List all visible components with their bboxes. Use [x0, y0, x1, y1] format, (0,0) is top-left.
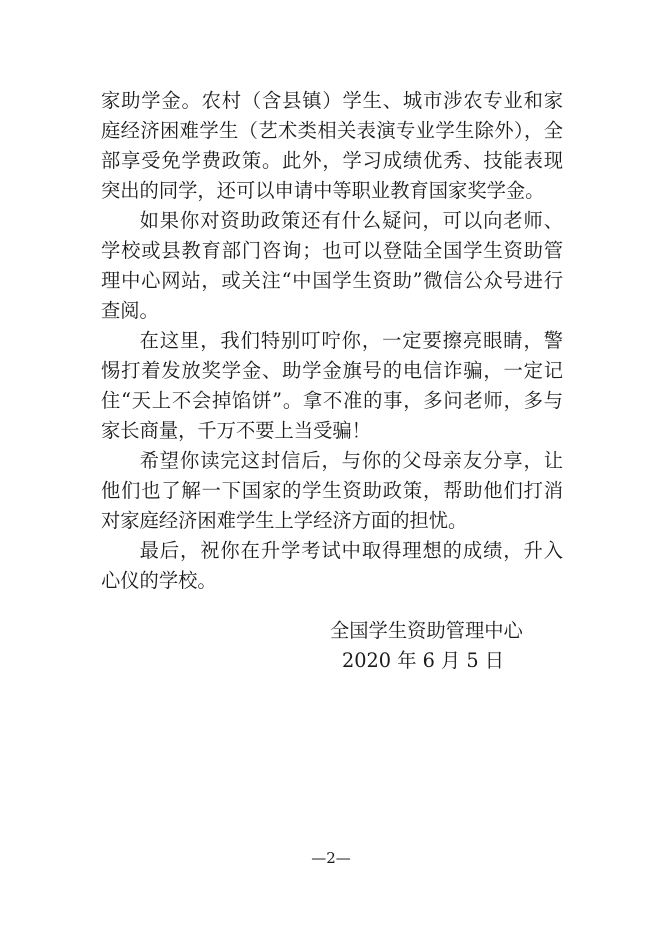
paragraph-continuation: 家助学金。农村（含县镇）学生、城市涉农专业和家庭经济困难学生（艺术类相关表演专业学生除外），全部享受免学费政策。此外，学习成绩优秀、技能表现突出的同学，还可以申请中等职业教育国家奖学金。	[101, 89, 563, 202]
paragraph-inquiry: 如果你对资助政策还有什么疑问，可以向老师、学校或县教育部门咨询；也可以登陆全国学生资助管理中心网站，或关注“中国学生资助”微信公众号进行查阅。	[101, 209, 563, 322]
signature-block	[330, 616, 550, 676]
page-number: —2—	[311, 849, 351, 867]
signature-date: 2020 年 6 月 5 日	[342, 649, 505, 672]
paragraph-share: 希望你读完这封信后，与你的父母亲友分享，让他们也了解一下国家的学生资助政策，帮助他们打消对家庭经济困难学生上学经济方面的担忧。	[101, 449, 563, 532]
paragraph-closing: 最后，祝你在升学考试中取得理想的成绩，升入心仪的学校。	[101, 539, 563, 592]
signature-organization: 全国学生资助管理中心	[330, 619, 523, 642]
paragraph-fraud-warning: 在这里，我们特别叮咛你，一定要擦亮眼睛，警惕打着发放奖学金、助学金旗号的电信诈骗，一定记住“天上不会掉馅饼”。拿不准的事，多问老师，多与家长商量，千万不要上当受骗！	[101, 329, 563, 442]
letter-body	[101, 86, 563, 596]
